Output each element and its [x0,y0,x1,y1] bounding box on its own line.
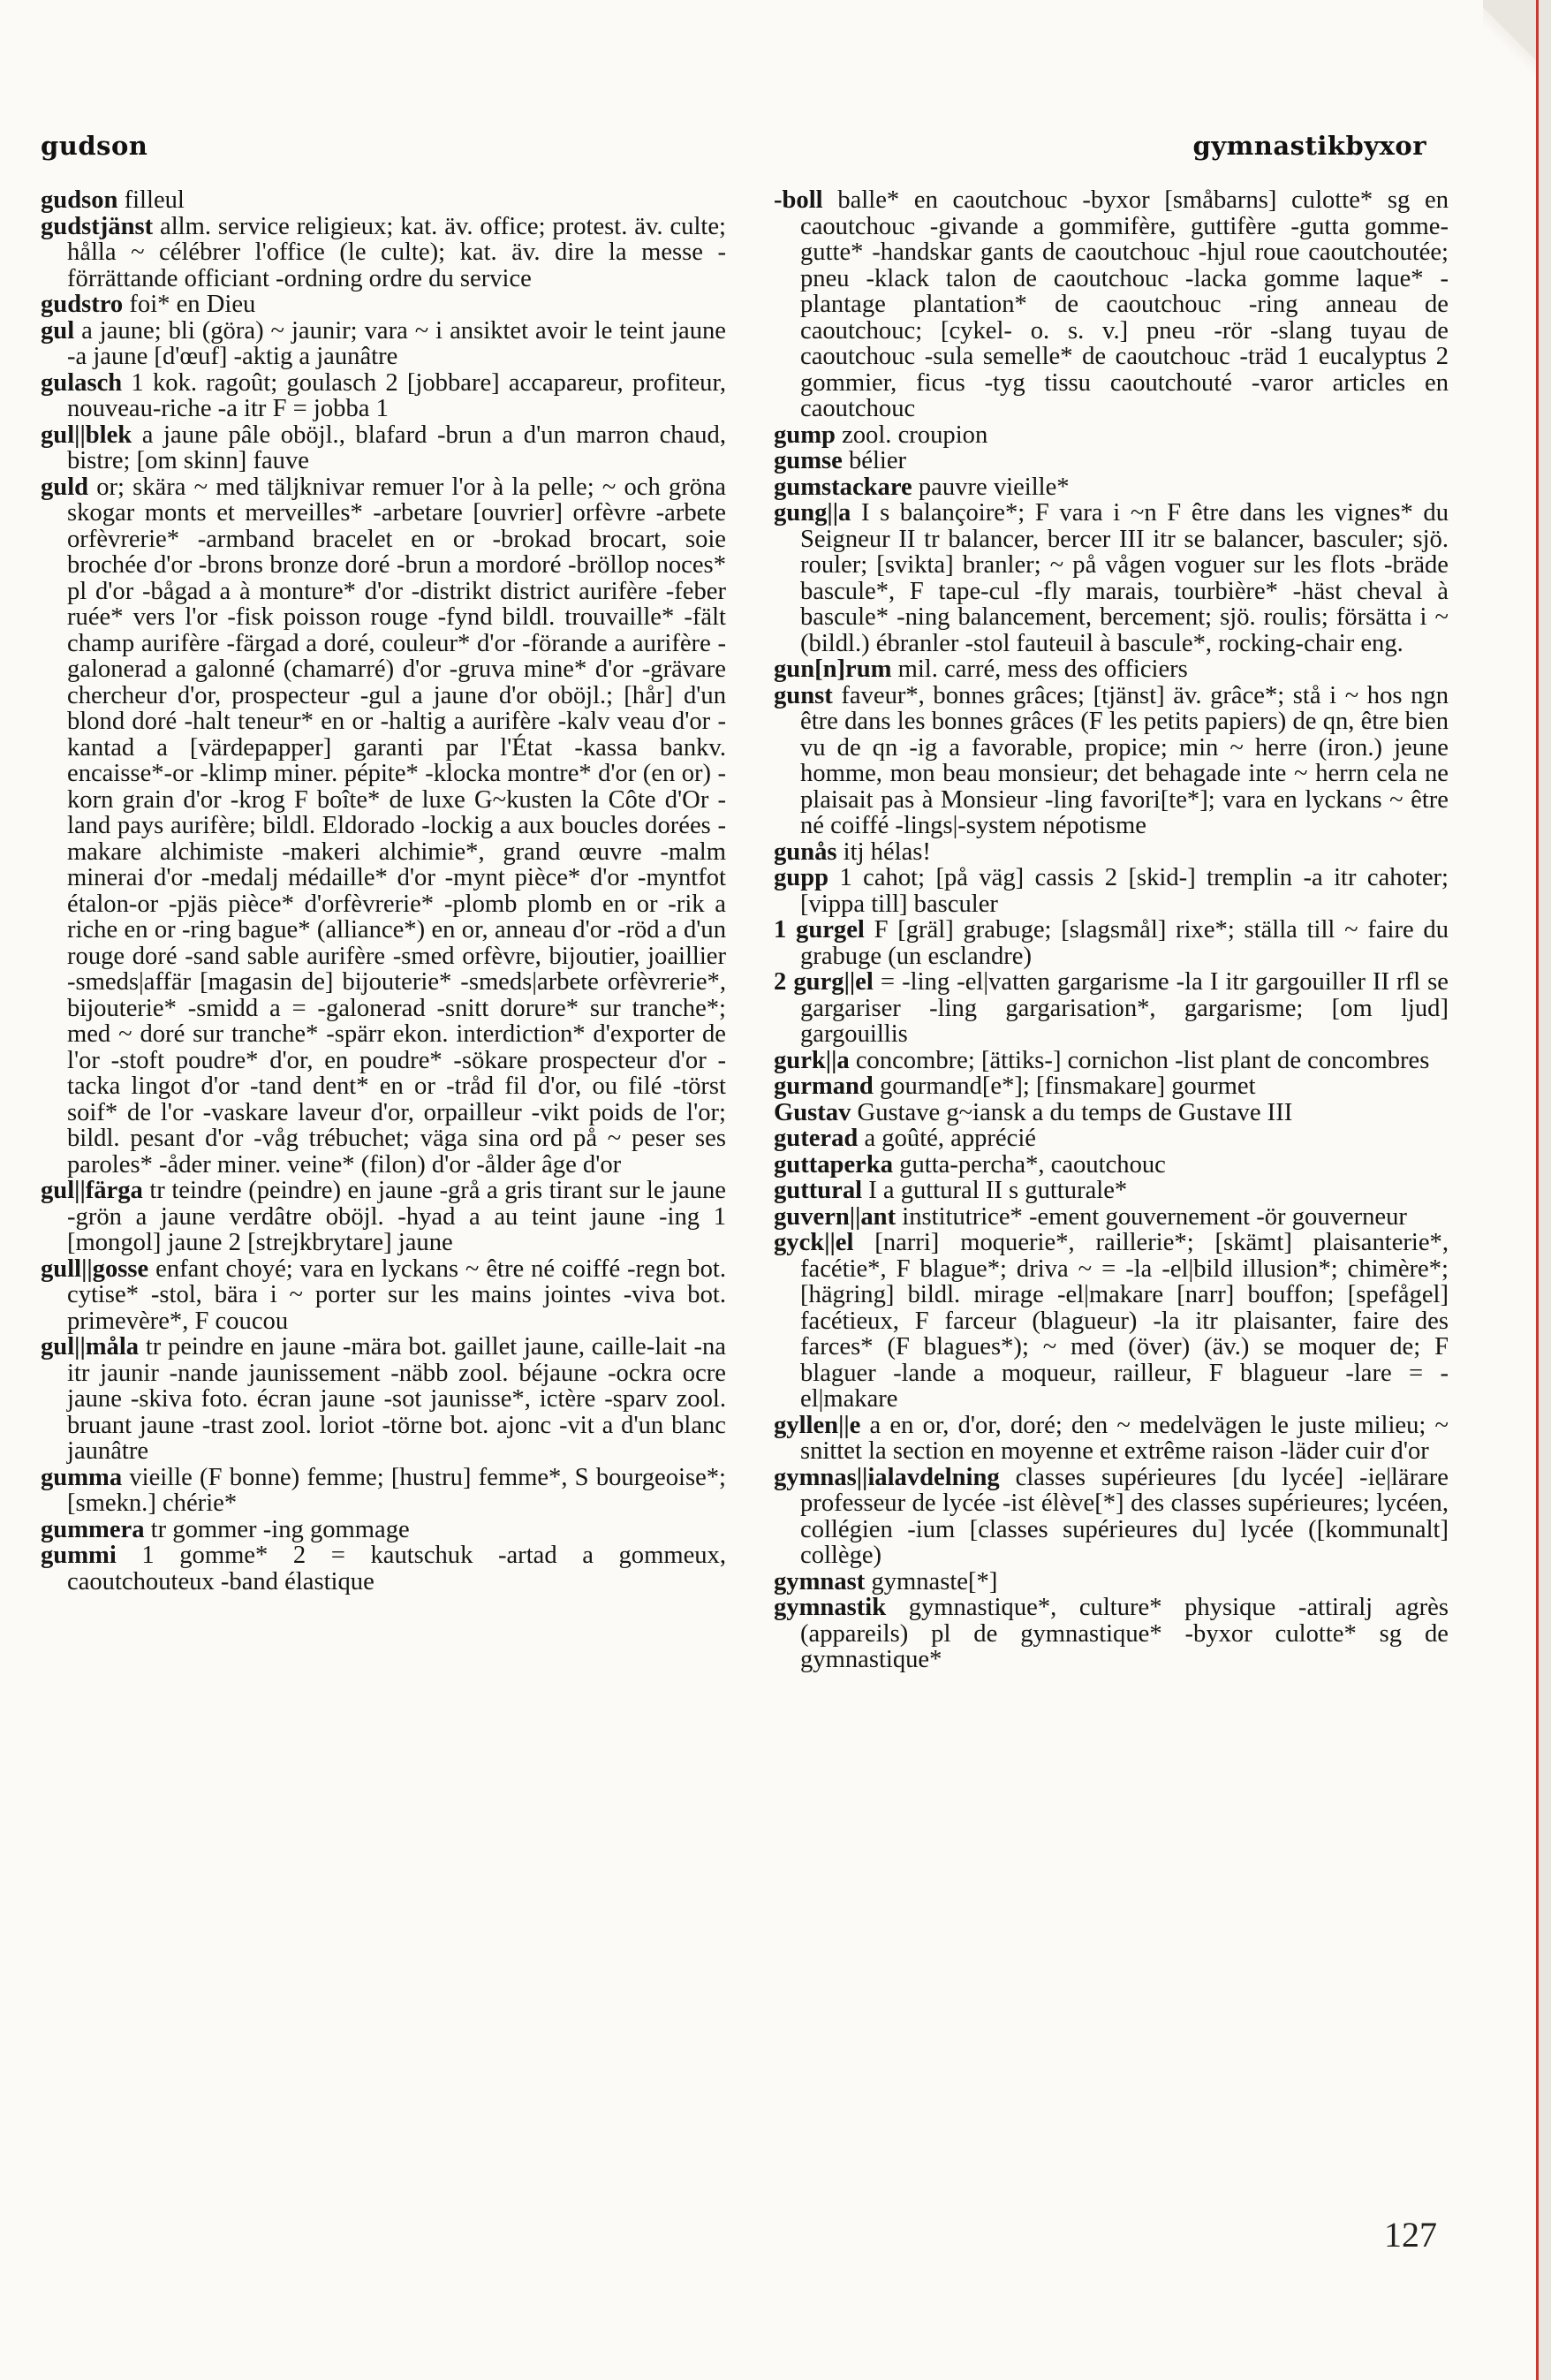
entry-headword: gunst [774,681,833,709]
entry-definition: enfant choyé; vara en lyckans ~ être né coiffé -regn bot. cytise* -stol, bära i ~ porter sur les mains jointes -viva bot. primevère*, F coucou [67,1254,726,1335]
entry-definition: allm. service religieux; kat. äv. office; protest. äv. culte; hålla ~ célébrer l'office (le culte); kat. äv. dire la messe -förrättande officiant -ordning ordre du service [67,212,726,292]
entry-headword: gul||måla [41,1333,140,1361]
dictionary-entry [774,1230,1449,1413]
right-column [774,187,1449,1673]
entry-headword: guvern||ant [774,1202,897,1231]
entry-definition: gourmand[e*]; [finsmakare] gourmet [873,1073,1256,1100]
dictionary-entry [774,1048,1449,1074]
entry-definition: gymnaste[*] [865,1567,998,1596]
entry-headword: gurk||a [774,1046,850,1074]
dictionary-entry [774,1569,1449,1596]
dictionary-entry [774,1073,1449,1100]
entry-headword: gudstjänst [41,212,154,240]
entry-definition: zool. croupion [835,421,988,449]
entry-definition: classes supérieures [du lycée] -ie|lärare professeur de lycée -ist élève[*] des classes supérieures; lycéen, collégien -ium [classes supérieures du] lycée ([kommunalt] collège) [800,1463,1449,1569]
entry-definition: mil. carré, mess des officiers [891,656,1188,683]
entry-headword: gump [774,421,836,449]
entry-definition: filleul [117,186,185,214]
dictionary-entry [41,318,726,370]
entry-headword: gupp [774,864,829,891]
entry-definition: gutta-percha*, caoutchouc [893,1150,1166,1179]
entry-headword: gurmand [774,1073,874,1100]
entry-headword: Gustav [774,1098,851,1126]
entry-definition: I a guttural II s gutturale* [862,1177,1128,1204]
entry-definition: Gustave g~iansk a du temps de Gustave III [851,1098,1293,1126]
entry-headword: gyck||el [774,1229,854,1256]
dictionary-entry [774,500,1449,656]
dictionary-entry [41,1465,726,1517]
entry-definition: tr gommer -ing gommage [144,1515,410,1543]
entry-headword: gumstackare [774,473,912,501]
entry-headword: gumma [41,1463,123,1491]
entry-headword: gummi [41,1542,117,1569]
dictionary-entry [41,292,726,318]
dictionary-entry [41,214,726,292]
entry-headword: gymnastik [774,1594,887,1621]
dictionary-entry [41,1334,726,1465]
dictionary-entry [41,422,726,474]
entry-definition: I s balançoire*; F vara i ~n F être dans les vignes* du Seigneur II tr balancer, bercer III itr se balancer, basculer; sjö. rouler; [svikta] branler; ~ på vågen voguer sur les flots -bräde bascule*, F tape-cul -fly marais, tourbière* -häst cheval à bascule* -ning balancement, bercement; sjö. roulis; försätta i ~ (bildl.) ébranler -stol fauteuil à bascule*, rocking-chair eng. [800,499,1449,657]
dictionary-entry [774,448,1449,474]
dictionary-entry [774,474,1449,501]
entry-headword: gymnas||ialavdelning [774,1463,1000,1491]
entry-headword: guld [41,473,89,501]
left-column [41,187,726,1595]
entry-headword: gummera [41,1515,145,1543]
entry-definition: foi* en Dieu [123,291,256,318]
entry-headword: gulasch [41,368,123,397]
entry-headword: gung||a [774,499,851,527]
entry-definition: = -ling -el|vatten gargarisme -la I itr gargouiller II rfl se gargariser -ling gargarisation*, gargarisme; [om ljud] gargouillis [800,968,1449,1048]
entry-definition: itj hélas! [836,838,931,866]
entry-definition: 1 kok. ragoût; goulasch 2 [jobbare] accapareur, profiteur, nouveau-riche -a itr F = jobba 1 [67,368,726,422]
entry-definition: 1 gomme* 2 = kautschuk -artad a gommeux, caoutchouteux -band élastique [67,1542,726,1596]
running-head-left: gudson [41,131,148,161]
entry-headword: gul||blek [41,421,132,449]
dictionary-entry [774,839,1449,866]
entry-definition: a en or, d'or, doré; den ~ medelvägen le juste milieu; ~ snittet la section en moyenne et extrême raison -läder cuir d'or [800,1411,1449,1465]
entry-headword: gudson [41,186,118,214]
dictionary-entry [774,422,1449,449]
running-head-right: gymnastikbyxor [1192,131,1426,161]
entry-definition: tr peindre en jaune -mära bot. gaillet jaune, caille-lait -na itr jaunir -nande jaunissement -näbb zool. béjaune -ockra ocre jaune -skiva foto. écran jaune -sot jaunisse*, ictère -sparv zool. bruant jaune -trast zool. loriot -törne bot. ajonc -vit a d'un blanc jaunâtre [67,1333,726,1465]
dictionary-entry [774,1100,1449,1126]
page-corner [1483,0,1536,80]
page-number: 127 [1384,2215,1437,2255]
entry-definition: [narri] moquerie*, raillerie*; [skämt] plaisanterie*, facétie*, F blague*; driva ~ = -la -el|bild illusion*; chimère*; [hägring] bildl. mirage -el|makare [narr] bouffon; [spefågel] facétieux, F farceur (blagueur) -la itr plaisanter, faire des farces* (F blagues*); ~ med (över) (äv.) se moquer de; F blaguer -lande a moqueur, railleur, F blagueur -lare = -el|makare [800,1229,1449,1413]
entry-headword: gul [41,316,75,345]
dictionary-entry [774,969,1449,1048]
entry-definition: a jaune; bli (göra) ~ jaunir; vara ~ i ansiktet avoir le teint jaune -a jaune [d'œuf] -aktig a jaunâtre [67,316,726,370]
entry-headword: guttaperka [774,1150,894,1179]
entry-headword: -boll [774,186,823,214]
entry-definition: institutrice* -ement gouvernement -ör gouverneur [896,1202,1407,1231]
dictionary-entry [774,1152,1449,1179]
dictionary-entry [41,370,726,422]
dictionary-entry [774,187,1449,422]
entry-definition: a goûté, apprécié [858,1125,1036,1152]
dictionary-entry [774,1178,1449,1204]
dictionary-entry [41,1256,726,1335]
dictionary-entry [41,1542,726,1595]
dictionary-entry [774,683,1449,839]
entry-definition: pauvre vieille* [912,473,1070,501]
dictionary-entry [774,1465,1449,1569]
entry-headword: gyllen||e [774,1411,861,1439]
entry-headword: 2 gurg||el [774,968,874,996]
entry-headword: guttural [774,1177,863,1204]
dictionary-entry [41,187,726,214]
entry-definition: vieille (F bonne) femme; [hustru] femme*, S bourgeoise*; [smekn.] chérie* [67,1463,726,1517]
entry-headword: gumse [774,447,843,474]
dictionary-entry [774,865,1449,917]
entry-headword: 1 gurgel [774,916,865,944]
entry-definition: tr teindre (peindre) en jaune -grå a gris tirant sur le jaune -grön a jaune verdâtre oböjl. -hyad a au teint jaune -ing 1 [mongol] jaune 2 [strejkbrytare] jaune [67,1177,726,1256]
dictionary-entry [774,917,1449,969]
entry-definition: bélier [842,447,907,474]
entry-headword: gymnast [774,1567,866,1596]
dictionary-entry [774,656,1449,683]
dictionary-entry [41,474,726,1179]
dictionary-entry [41,1178,726,1256]
dictionary-entry [774,1204,1449,1231]
entry-headword: guterad [774,1125,859,1152]
entry-headword: gul||färga [41,1177,143,1204]
entry-definition: gymnastique*, culture* physique -attiralj agrès (appareils) pl de gymnastique* -byxor culotte* sg de gymnastique* [800,1594,1449,1673]
entry-definition: concombre; [ättiks-] cornichon -list plant de concombres [849,1046,1430,1074]
entry-definition: balle* en caoutchouc -byxor [småbarns] culotte* sg en caoutchouc -givande a gommifère, guttifère -gutta gomme-gutte* -handskar gants de caoutchouc -hjul roue caoutchoutée; pneu -klack talon de caoutchouc -lacka gomme laque* -plantage plantation* de caoutchouc -ring anneau de caoutchouc; [cykel- o. s. v.] pneu -rör -slang tuyau de caoutchouc -sula semelle* de caoutchouc -träd 1 eucalyptus 2 gommier, ficus -tyg tissu caoutchouté -varor articles en caoutchouc [800,186,1449,422]
entry-headword: gun[n]rum [774,656,892,683]
entry-definition: F [gräl] grabuge; [slagsmål] rixe*; ställa till ~ faire du grabuge (un esclandre) [800,916,1449,970]
dictionary-entry [774,1126,1449,1152]
entry-definition: or; skära ~ med täljknivar remuer l'or à la pelle; ~ och gröna skogar monts et merveilles* -arbetare [ouvrier] orfèvre -arbete orfèvrerie* -armband bracelet en or -brokad brocart, soie brochée d'or -brons bronze doré -brun a mordoré -bröllop noces* pl d'or -bågad a à monture* d'or -distrikt district aurifère -feber ruée* vers l'or -fisk poisson rouge -fynd bildl. trouvaille* -fält champ aurifère -färgad a doré, couleur* d'or -förande a aurifère -galonerad a galonné (chamarré) d'or -gruva mine* d'or -grävare chercheur d'or, prospecteur -gul a jaune d'or oböjl.; [hår] d'un blond doré -halt teneur* en or -haltig a aurifère -kalv veau d'or -kantad a [värdepapper] garanti par l'État -kassa bankv. encaisse*-or -klimp miner. pépite* -klocka montre* d'or (en or) -korn grain d'or -krog F boîte* de luxe G~kusten la Côte d'Or -land pays aurifère; bildl. Eldorado -lockig a aux boucles dorées -makare alchimiste -makeri alchimie*, grand œuvre -malm minerai d'or -medalj médaille* d'or -mynt pièce* d'or -myntfot étalon-or -pjäs pièce* d'orfèvrerie* -plomb plomb en or -rik a riche en or -ring bague* (alliance*) en or, anneau d'or -röd a d'un rouge doré -sand sable aurifère -smed orfèvre, bijoutier, joaillier -smeds|affär [magasin de] bijouterie* -smeds|arbete orfèvrerie*, bijouterie* -smidd a = -galonerad -snitt dorure* sur tranche*; med ~ doré sur tranche* -spärr ekon. interdiction* d'exporter de l'or -stoft poudre* d'or, en poudre* -sökare prospecteur d'or -tacka lingot d'or -tand dent* en or -tråd fil d'or, ou filé -törst soif* de l'or -vaskare laveur d'or, orpailleur -vikt poids de l'or; bildl. pesant d'or -våg trébuchet; väga sina ord på ~ peser ses paroles* -åder miner. veine* (filon) d'or -ålder âge d'or [67,473,726,1179]
entry-definition: 1 cahot; [på väg] cassis 2 [skid-] tremplin -a itr cahoter; [vippa till] basculer [800,864,1449,918]
entry-definition: faveur*, bonnes grâces; [tjänst] äv. grâce*; stå i ~ hos ngn être dans les bonnes grâces (F les petits papiers) de qn, être bien vu de qn -ig a favorable, propice; min ~ herre (iron.) jeune homme, mon beau monsieur; det behagade inte ~ herrn cela ne plaisait pas à Monsieur -ling favori[te*]; vara en lyckans ~ être né coiffé -lings|-system népotisme [800,681,1449,839]
dictionary-entry [774,1595,1449,1673]
entry-definition: a jaune pâle oböjl., blafard -brun a d'un marron chaud, bistre; [om skinn] fauve [67,421,726,474]
dictionary-entry [774,1413,1449,1465]
dictionary-entry [41,1517,726,1543]
entry-headword: gull||gosse [41,1254,149,1283]
entry-headword: gudstro [41,291,124,318]
entry-headword: gunås [774,838,837,866]
